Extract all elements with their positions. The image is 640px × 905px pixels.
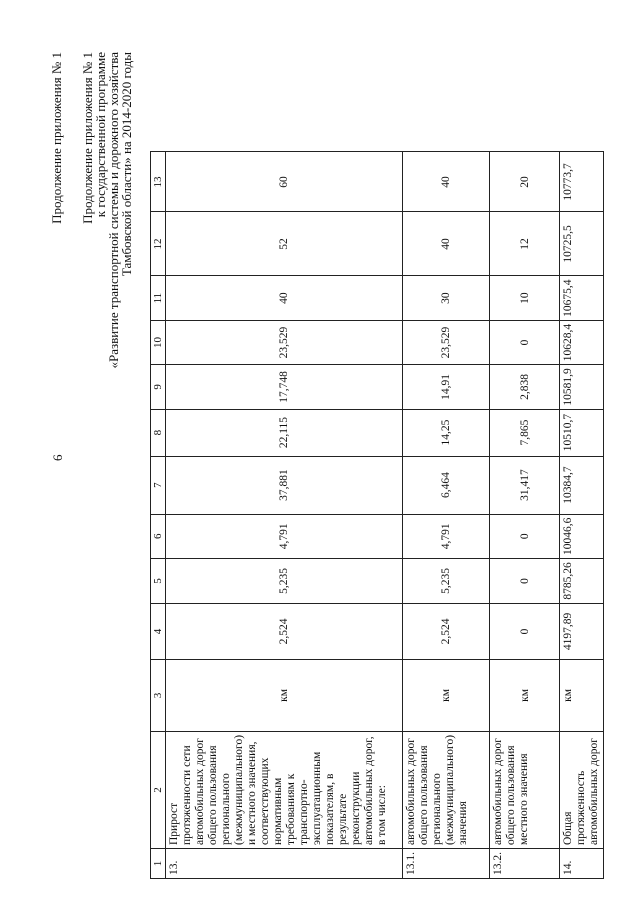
row-number: 13.2.	[490, 849, 560, 879]
unit-cell: км	[166, 659, 403, 731]
indicators-table	[150, 151, 604, 879]
continuation-note: Продолжение приложения № 1	[49, 52, 64, 224]
value-cell: 40	[403, 152, 490, 212]
column-number-row	[151, 152, 166, 879]
value-cell: 0	[490, 603, 560, 659]
indicator-name: автомобильных дорог общего пользования местного значения	[490, 731, 560, 848]
value-cell: 10628,4	[560, 320, 604, 364]
row-number: 13.	[166, 849, 403, 879]
table-row	[560, 152, 604, 879]
value-cell: 2,524	[166, 603, 403, 659]
table-row	[166, 152, 403, 879]
value-cell: 10384,7	[560, 456, 604, 514]
program-header-line: Тамбовской области» на 2014-2020 годы	[119, 52, 134, 277]
value-cell: 10773,7	[560, 152, 604, 212]
value-cell: 10510,7	[560, 409, 604, 456]
column-number: 9	[151, 365, 166, 409]
column-number: 12	[151, 212, 166, 276]
column-number: 2	[151, 731, 166, 848]
column-number: 3	[151, 659, 166, 731]
indicator-name: Прирост протяженности сети автомобильных дорог общего пользования регионального (межмуниципального) и местного значения, соответствующих нормативным требованиям к транспортно-эксплуатационным показателям, в результате реконструкции автомобильных дорог, в том числе:	[166, 731, 403, 848]
column-number: 13	[151, 152, 166, 212]
indicator-name: Общая протяженность автомобильных дорог	[560, 731, 604, 848]
row-number: 14.	[560, 849, 604, 879]
value-cell: 10	[490, 276, 560, 320]
value-cell: 5,235	[403, 558, 490, 603]
value-cell: 4197,89	[560, 603, 604, 659]
value-cell: 40	[403, 212, 490, 276]
unit-cell: км	[403, 659, 490, 731]
value-cell: 0	[490, 558, 560, 603]
value-cell: 5,235	[166, 558, 403, 603]
program-header-line: «Развитие транспортной системы и дорожного хозяйства	[106, 52, 121, 369]
value-cell: 23,529	[403, 320, 490, 364]
value-cell: 60	[166, 152, 403, 212]
column-number: 6	[151, 514, 166, 558]
column-number: 4	[151, 603, 166, 659]
value-cell: 0	[490, 514, 560, 558]
column-number: 5	[151, 558, 166, 603]
page-number: 6	[50, 454, 65, 461]
value-cell: 4,791	[403, 514, 490, 558]
value-cell: 17,748	[166, 365, 403, 409]
table-row	[403, 152, 490, 879]
column-number: 7	[151, 456, 166, 514]
program-header-line: Продолжение приложения № 1	[80, 52, 95, 224]
value-cell: 31,417	[490, 456, 560, 514]
value-cell: 10675,4	[560, 276, 604, 320]
column-number: 8	[151, 409, 166, 456]
column-number: 10	[151, 320, 166, 364]
value-cell: 6,464	[403, 456, 490, 514]
value-cell: 14,25	[403, 409, 490, 456]
value-cell: 2,838	[490, 365, 560, 409]
value-cell: 52	[166, 212, 403, 276]
value-cell: 22,115	[166, 409, 403, 456]
program-header	[81, 52, 133, 368]
value-cell: 20	[490, 152, 560, 212]
value-cell: 10725,5	[560, 212, 604, 276]
value-cell: 14,91	[403, 365, 490, 409]
program-header-line: к государственной программе	[93, 52, 108, 218]
value-cell: 7,865	[490, 409, 560, 456]
value-cell: 10046,6	[560, 514, 604, 558]
row-number: 13.1.	[403, 849, 490, 879]
indicator-name: автомобильных дорог общего пользования регионального (межмуниципального) значения	[403, 731, 490, 848]
value-cell: 40	[166, 276, 403, 320]
value-cell: 0	[490, 320, 560, 364]
value-cell: 4,791	[166, 514, 403, 558]
value-cell: 10581,9	[560, 365, 604, 409]
unit-cell: км	[490, 659, 560, 731]
value-cell: 23,529	[166, 320, 403, 364]
value-cell: 8785,26	[560, 558, 604, 603]
column-number: 1	[151, 849, 166, 879]
value-cell: 12	[490, 212, 560, 276]
column-number: 11	[151, 276, 166, 320]
table-row	[490, 152, 560, 879]
value-cell: 2,524	[403, 603, 490, 659]
unit-cell: км	[560, 659, 604, 731]
value-cell: 30	[403, 276, 490, 320]
value-cell: 37,881	[166, 456, 403, 514]
